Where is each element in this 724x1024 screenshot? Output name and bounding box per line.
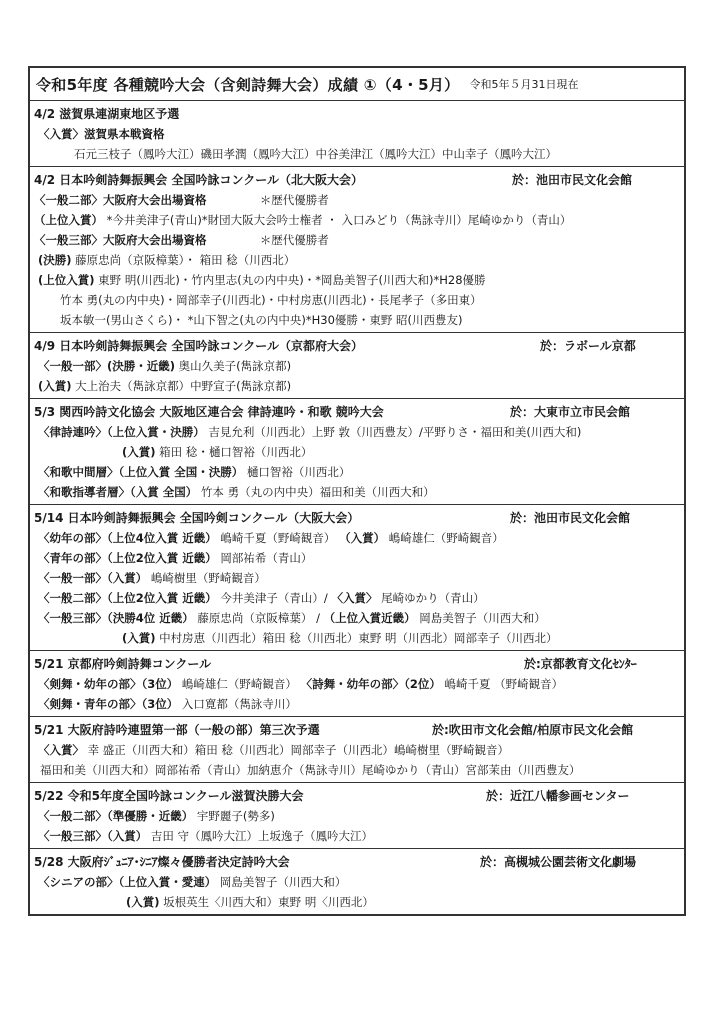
winners: 樋口智裕（川西北） <box>246 465 351 479</box>
event-title: 4/9 日本吟剣詩舞振興会 全国吟詠コンクール（京都府大会） <box>34 339 363 353</box>
category-label: 〈一般二部〉（準優勝・近畿） <box>38 809 194 823</box>
section-kansai-rissi <box>28 398 686 504</box>
note: ＊歴代優勝者 <box>259 233 329 247</box>
event-title: 5/21 大阪府詩吟連盟第一部（一般の部）第三次予選 <box>34 723 320 737</box>
category-label: 〈一般一部〉（入賞） <box>38 571 148 585</box>
category-label: 〈和歌指導者層〉（入賞 全国） <box>38 485 198 499</box>
winners: 奥山久美子(雋詠京都) <box>178 359 292 373</box>
result-line <box>34 462 680 482</box>
category-label: 〈和歌中間層〉（上位入賞 全国・決勝） <box>38 465 244 479</box>
category-label: （上位入賞近畿） <box>323 611 416 625</box>
category-label: 〈一般三部〉（入賞） <box>38 829 148 843</box>
category-label: 〈入賞〉 <box>331 591 378 605</box>
category-label: 〈一般二部〉大阪府大会出場資格 <box>34 193 207 207</box>
result-line <box>34 674 680 694</box>
event-venue: 於:京都教育文化ｾﾝﾀｰ <box>524 657 637 671</box>
result-line <box>34 872 680 892</box>
result-line <box>34 422 680 442</box>
event-title: 5/14 日本吟剣詩舞振興会 全国吟剣コンクール（大阪大会） <box>34 511 360 525</box>
winners: 大上治夫（雋詠京都）中野宣子(雋詠京都) <box>75 379 292 393</box>
winners: 吉見允利（川西北）上野 敦（川西豊友）/平野りさ・福田和美(川西大和) <box>208 425 582 439</box>
section-header <box>34 654 680 674</box>
winners: 藤原忠尚（京阪樟葉）・ 箱田 稔（川西北） <box>75 253 296 267</box>
section-header <box>34 336 680 356</box>
winners: 藤原忠尚（京阪樟葉） / <box>197 611 320 625</box>
result-line <box>34 356 680 376</box>
section-kyoto-ginei <box>28 332 686 398</box>
winners: 吉田 守（鳳吟大江）上坂逸子（鳳吟大江） <box>150 829 374 843</box>
document-title: 令和5年度 各種競吟大会（含剣詩舞大会）成績 ①（4・5月） <box>36 75 460 94</box>
event-title: 4/2 滋賀県連湖東地区予選 <box>34 107 180 121</box>
section-header <box>34 104 680 124</box>
event-venue: 於：高槻城公園芸術文化劇場 <box>480 855 637 869</box>
category-label: 〈シニアの部〉（上位入賞・愛連） <box>38 875 217 889</box>
event-venue: 於：ラボール京都 <box>540 339 636 353</box>
section-header <box>34 402 680 422</box>
winners: 嶋崎雄仁（野崎観音） <box>181 677 297 691</box>
event-venue: 於：池田市民文化会館 <box>512 173 633 187</box>
section-header <box>34 170 680 190</box>
category-label: 〈剣舞・青年の部〉（3位） <box>38 697 179 711</box>
category-label: 〈剣舞・幼年の部〉（3位） <box>38 677 179 691</box>
section-osaka-ginken <box>28 504 686 650</box>
section-header <box>34 786 680 806</box>
winners: 今井美津子（青山）/ <box>220 591 328 605</box>
winners-line: 福田和美（川西大和）岡部祐希（青山）加納恵介（雋詠寺川）尾崎ゆかり（青山）宮部茉由（川西豊友） <box>40 763 581 777</box>
winners: 尾崎ゆかり（青山） <box>381 591 485 605</box>
winners: 東野 明(川西北)・竹内里志(丸の内中央)・*岡島美智子(川西大和)*H28優勝 <box>98 273 486 287</box>
result-line <box>34 568 680 588</box>
document-title-bar <box>28 66 686 100</box>
winners-line: 石元三枝子（鳳吟大江）磯田孝潤（鳳吟大江）中谷美津江（鳳吟大江）中山幸子（鳳吟大江） <box>74 147 557 161</box>
section-osaka-shigin-yosen <box>28 716 686 782</box>
result-line <box>34 694 680 714</box>
category-label: 〈一般三部〉（決勝4位 近畿） <box>38 611 194 625</box>
winners-line: 竹本 勇(丸の内中央)・岡部幸子(川西北)・中村房恵(川西北)・長尾孝子（多田東） <box>60 293 482 307</box>
category-label: (上位入賞) <box>38 273 95 287</box>
category-label: 〈詩舞・幼年の部〉（2位） <box>300 677 441 691</box>
winners: 岡島美智子（川西大和） <box>219 875 347 889</box>
winners: 宇野麗子(勢多) <box>196 809 275 823</box>
section-osaka-senior <box>28 848 686 916</box>
winners-line: 坂本敏一(男山さくら)・ *山下智之(丸の内中央)*H30優勝・東野 昭(川西豊友) <box>60 313 463 327</box>
category-label: 〈入賞〉 <box>38 743 84 757</box>
result-line <box>34 482 680 502</box>
result-line <box>34 528 680 548</box>
category-label: (決勝) <box>38 253 72 267</box>
winners: 嶋崎樹里（野崎観音） <box>150 571 266 585</box>
category-label: (入賞) <box>122 631 156 645</box>
winners: 坂根英生〈川西大和）東野 明〈川西北） <box>163 895 374 909</box>
winners: 入口寛都（雋詠寺川） <box>181 697 297 711</box>
category-label: 〈一般三部〉大阪府大会出場資格 <box>34 233 207 247</box>
winners: 幸 盛正（川西大和）箱田 稔（川西北）岡部幸子（川西北）嶋崎樹里（野崎観音） <box>87 743 509 757</box>
result-line <box>34 740 680 760</box>
result-line <box>34 210 680 230</box>
result-line <box>34 230 680 250</box>
category-label: （上位入賞） <box>34 213 103 227</box>
category-label: 〈一般二部〉（上位2位入賞 近畿） <box>38 591 217 605</box>
event-title: 5/28 大阪府ｼﾞｭﾆｱ･ｼﾆｱ燦々優勝者決定詩吟大会 <box>34 855 290 869</box>
event-venue: 於：大東市立市民会館 <box>510 405 631 419</box>
event-venue: 於:吹田市文化会館/柏原市民文化会館 <box>432 723 634 737</box>
event-venue: 於：池田市民文化会館 <box>510 511 631 525</box>
event-title: 5/22 令和5年度全国吟詠コンクール滋賀決勝大会 <box>34 789 304 803</box>
as-of-date: 令和5年５月31日現在 <box>469 78 579 91</box>
category-label: （入賞） <box>339 531 386 545</box>
event-title: 4/2 日本吟剣詩舞振興会 全国吟詠コンクール（北大阪大会） <box>34 173 363 187</box>
result-line <box>34 270 680 290</box>
winners: 箱田 稔・樋口智裕（川西北） <box>159 445 313 459</box>
category-label: (入賞) <box>122 445 156 459</box>
winners: 中村房恵（川西北）箱田 稔（川西北）東野 明（川西北）岡部幸子（川西北） <box>159 631 558 645</box>
result-line <box>34 190 680 210</box>
category-label: 〈青年の部〉（上位2位入賞 近畿） <box>38 551 217 565</box>
section-shiga-final <box>28 782 686 848</box>
result-line <box>34 628 680 648</box>
result-line <box>34 826 680 846</box>
section-header <box>34 508 680 528</box>
note: ＊歴代優勝者 <box>259 193 329 207</box>
award-label: 〈入賞〉滋賀県本戦資格 <box>38 127 165 141</box>
event-title: 5/21 京都府吟剣詩舞コンクール <box>34 657 212 671</box>
event-title: 5/3 関西吟詩文化協会 大阪地区連合会 律詩連吟・和歌 競吟大会 <box>34 405 384 419</box>
category-label: (入賞) <box>126 895 160 909</box>
result-line <box>34 442 680 462</box>
section-shiga-kotou <box>28 100 686 166</box>
category-label: 〈一般一部〉(決勝・近畿) <box>38 359 176 373</box>
result-line <box>34 806 680 826</box>
section-header <box>34 720 680 740</box>
section-header <box>34 852 680 872</box>
winners: 岡部祐希（青山） <box>220 551 313 565</box>
winners: *今井美津子(青山)*財団大阪大会吟士権者 ・ 入口みどり（雋詠寺川）尾崎ゆかり（青山） <box>106 213 572 227</box>
result-line <box>34 376 680 396</box>
result-line <box>34 250 680 270</box>
result-line <box>34 892 680 912</box>
event-venue: 於：近江八幡参画センター <box>486 789 630 803</box>
result-line <box>34 608 680 628</box>
section-kyoto-ginken <box>28 650 686 716</box>
result-line <box>34 588 680 608</box>
winners: 嶋崎雄仁（野崎観音） <box>388 531 504 545</box>
category-label: 〈幼年の部〉（上位4位入賞 近畿） <box>38 531 217 545</box>
category-label: (入賞) <box>38 379 72 393</box>
results-document <box>28 66 686 916</box>
section-kita-osaka <box>28 166 686 332</box>
winners: 嶋崎千夏（野崎観音） <box>220 531 336 545</box>
category-label: 〈律詩連吟〉（上位入賞・決勝） <box>38 425 205 439</box>
result-line <box>34 548 680 568</box>
winners: 竹本 勇（丸の内中央）福田和美（川西大和） <box>200 485 435 499</box>
winners: 嶋崎千夏 （野崎観音） <box>444 677 564 691</box>
winners: 岡島美智子（川西大和） <box>419 611 546 625</box>
